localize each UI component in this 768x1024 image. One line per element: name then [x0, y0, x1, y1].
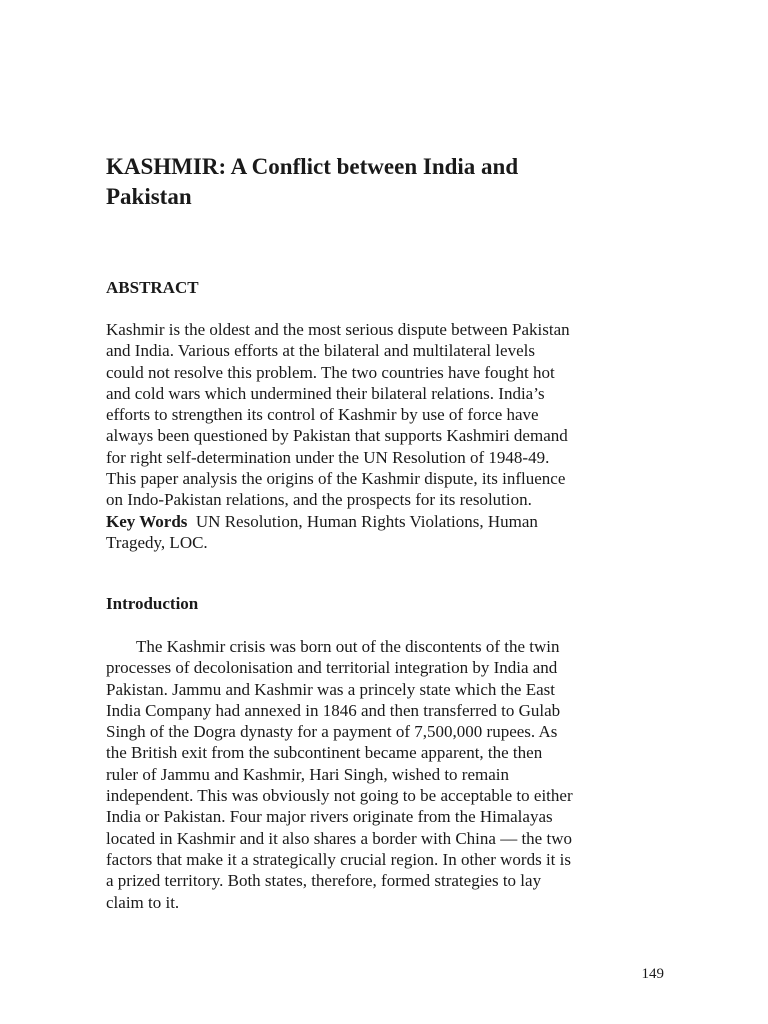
paper-title — [106, 152, 706, 212]
page-number: 149 — [641, 966, 664, 982]
paper-title-line-2: Pakistan — [106, 184, 192, 209]
introduction-body — [106, 636, 686, 913]
introduction-line: a prized territory. Both states, therefore, formed strategies to lay — [106, 871, 542, 891]
introduction-line: India or Pakistan. Four major rivers originate from the Himalayas — [106, 807, 553, 827]
abstract-line: for right self-determination under the UN Resolution of 1948-49. — [106, 447, 550, 467]
abstract-line: could not resolve this problem. The two countries have fought hot — [106, 362, 555, 382]
introduction-line: factors that make it a strategically crucial region. In other words it is — [106, 849, 571, 869]
introduction-line: claim to it. — [106, 892, 180, 912]
introduction-line: The Kashmir crisis was born out of the discontents of the twin — [136, 637, 560, 656]
abstract-heading: ABSTRACT — [106, 278, 199, 297]
paper-title-line-1: KASHMIR: A Conflict between India and — [106, 154, 519, 179]
abstract-line: efforts to strengthen its control of Kashmir by use of force have — [106, 405, 539, 425]
abstract-line: and India. Various efforts at the bilateral and multilateral levels — [106, 341, 535, 361]
introduction-line: located in Kashmir and it also shares a border with China — the two — [106, 828, 572, 848]
introduction-line: ruler of Jammu and Kashmir, Hari Singh, wished to remain — [106, 764, 509, 784]
introduction-heading: Introduction — [106, 594, 199, 613]
keywords-line: Tragedy, LOC. — [106, 532, 208, 552]
introduction-line: India Company had annexed in 1846 and then transferred to Gulab — [106, 700, 561, 720]
keywords-line — [106, 511, 686, 532]
abstract-line: and cold wars which undermined their bilateral relations. India’s — [106, 383, 545, 403]
abstract-line: on Indo-Pakistan relations, and the prospects for its resolution. — [106, 490, 532, 510]
introduction-line: independent. This was obviously not going to be acceptable to either — [106, 786, 573, 806]
abstract-line: always been questioned by Pakistan that supports Kashmiri demand — [106, 426, 568, 446]
abstract-line: This paper analysis the origins of the Kashmir dispute, its influence — [106, 469, 566, 489]
keywords-label: Key Words — [106, 511, 188, 531]
introduction-line: Pakistan. Jammu and Kashmir was a princely state which the East — [106, 679, 555, 699]
introduction-line: processes of decolonisation and territorial integration by India and — [106, 658, 558, 678]
keywords-text: UN Resolution, Human Rights Violations, Human — [195, 511, 538, 531]
introduction-line: the British exit from the subcontinent became apparent, the then — [106, 743, 543, 763]
introduction-line: Singh of the Dogra dynasty for a payment of 7,500,000 rupees. As — [106, 722, 558, 742]
abstract-body — [106, 319, 686, 553]
abstract-line: Kashmir is the oldest and the most serious dispute between Pakistan — [106, 320, 570, 339]
